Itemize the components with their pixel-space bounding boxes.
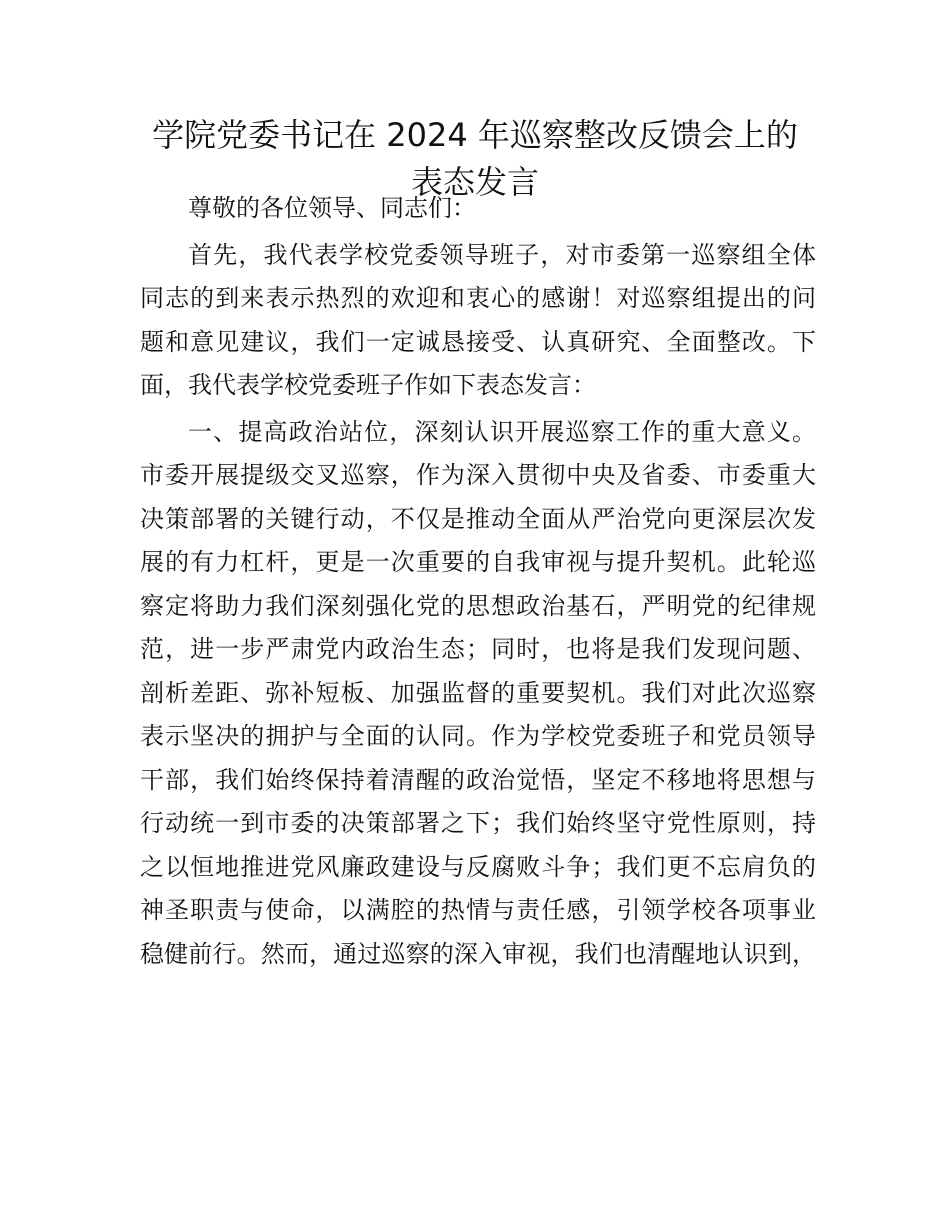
paragraph-2-line-3: 决策部署的关键行动，不仅是推动全面从严治党向更深层次发 [140,504,816,533]
paragraph-2-line-2: 市委开展提级交叉巡察，作为深入贯彻中央及省委、市委重大 [140,461,816,489]
paragraph-2-line-8: 表示坚决的拥护与全面的认同。作为学校党委班子和党员领导 [140,722,816,750]
paragraph-2-line-7: 剖析差距、弥补短板、加强监督的重要契机。我们对此次巡察 [140,678,816,707]
paragraph-2-line-4: 展的有力杠杆，更是一次重要的自我审视与提升契机。此轮巡 [140,548,816,576]
paragraph-1-line-4: 面，我代表学校党委班子作如下表态发言： [140,371,596,399]
paragraph-2-line-6: 范，进一步严肃党内政治生态；同时，也将是我们发现问题、 [140,635,816,663]
paragraph-2-line-5: 察定将助力我们深刻强化党的思想政治基石，严明党的纪律规 [140,591,816,620]
paragraph-2-line-10: 行动统一到市委的决策部署之下；我们始终坚守党性原则，持 [140,809,816,837]
title-line-2: 表态发言 [410,163,539,201]
paragraph-1 [140,234,816,408]
paragraph-1-line-1: 首先，我代表学校党委领导班子，对市委第一巡察组全体 [188,240,816,269]
document-body [140,187,816,976]
greeting: 尊敬的各位领导、同志们： [188,194,476,222]
paragraph-2-line-12: 神圣职责与使命，以满腔的热情与责任感，引领学校各项事业 [140,896,816,924]
paragraph-2-line-13: 稳健前行。然而，通过巡察的深入审视，我们也清醒地认识到， [140,939,816,968]
paragraph-2-line-11: 之以恒地推进党风廉政建设与反腐败斗争；我们更不忘肩负的 [140,852,816,881]
paragraph-2 [140,411,816,977]
paragraph-2-line-9: 干部，我们始终保持着清醒的政治觉悟，坚定不移地将思想与 [140,765,816,794]
paragraph-1-line-3: 题和意见建议，我们一定诚恳接受、认真研究、全面整改。下 [140,327,816,356]
paragraph-1-line-2: 同志的到来表示热烈的欢迎和衷心的感谢！对巡察组提出的问 [140,284,816,312]
paragraph-2-line-1: 一、提高政治站位，深刻认识开展巡察工作的重大意义。 [188,417,816,446]
title-line-1: 学院党委书记在 2024 年巡察整改反馈会上的 [152,116,798,154]
